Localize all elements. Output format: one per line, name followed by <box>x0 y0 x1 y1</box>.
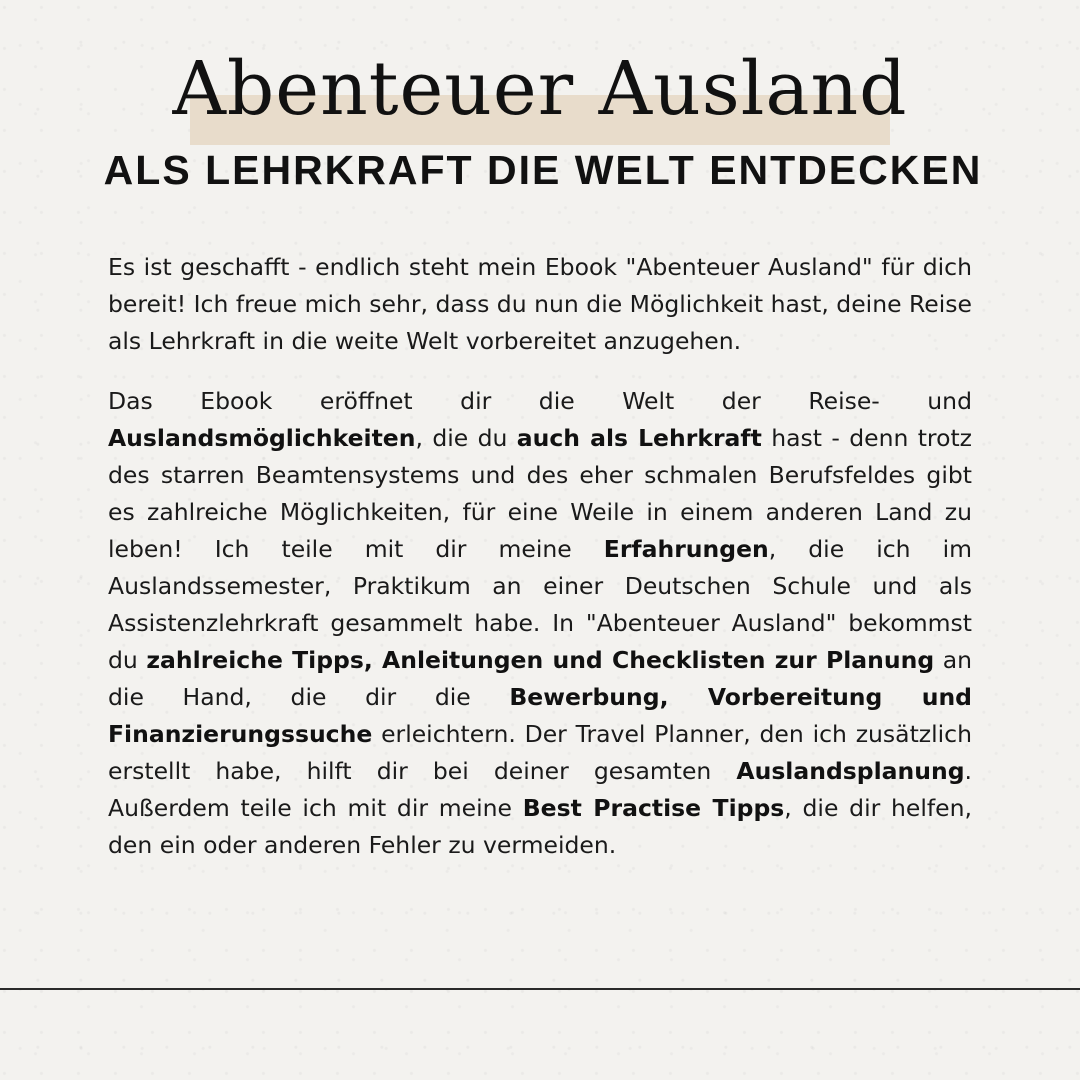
text-segment: an die Hand, die dir die <box>108 646 973 711</box>
bottom-divider <box>0 988 1080 990</box>
emphasis-auslandsplanung: Auslandsplanung <box>736 757 965 785</box>
page-subtitle: ALS LEHRKRAFT DIE WELT ENTDECKEN <box>103 147 983 193</box>
description-paragraph <box>108 383 972 864</box>
text-segment: Das Ebook eröffnet dir die Welt der Reise- und <box>108 387 972 415</box>
text-segment: , die ich im Auslandssemester, Praktikum an einer Deutschen Schule und als Assistenzlehrkraft gesammelt habe. In "Abenteuer Ausland" bekommst du <box>108 535 972 674</box>
emphasis-erfahrungen: Erfahrungen <box>603 535 769 563</box>
emphasis-tipps-checklisten: zahlreiche Tipps, Anleitungen und Checklisten zur Planung <box>146 646 935 674</box>
text-segment: hast - denn trotz des starren Beamtensystems und des eher schmalen Berufsfeldes gibt es zahlreiche Möglichkeiten, für eine Weile in einem anderen Land zu leben! Ich teile mit dir meine <box>108 424 973 563</box>
body-text <box>108 249 972 887</box>
emphasis-bewerbung: Bewerbung, Vorbereitung und Finanzierungssuche <box>108 683 972 748</box>
emphasis-auslandsmoeglichkeiten: Auslandsmöglichkeiten <box>108 424 416 452</box>
intro-paragraph: Es ist geschafft - endlich steht mein Ebook "Abenteuer Ausland" für dich bereit! Ich freue mich sehr, dass du nun die Möglichkeit hast, deine Reise als Lehrkraft in die weite Welt vorbereitet anzugehen. <box>108 253 972 355</box>
text-segment: , die dir helfen, den ein oder anderen Fehler zu vermeiden. <box>108 794 972 859</box>
emphasis-best-practise-tipps: Best Practise Tipps <box>522 794 785 822</box>
text-segment: erleichtern. Der Travel Planner, den ich zusätzlich erstellt habe, hilft dir bei deiner gesamten <box>108 720 972 785</box>
emphasis-auch-als-lehrkraft: auch als Lehrkraft <box>516 424 762 452</box>
text-segment: , die du <box>415 424 517 452</box>
text-segment: . Außerdem teile ich mit dir meine <box>108 757 972 822</box>
page-title: Abenteuer Ausland <box>172 46 908 132</box>
